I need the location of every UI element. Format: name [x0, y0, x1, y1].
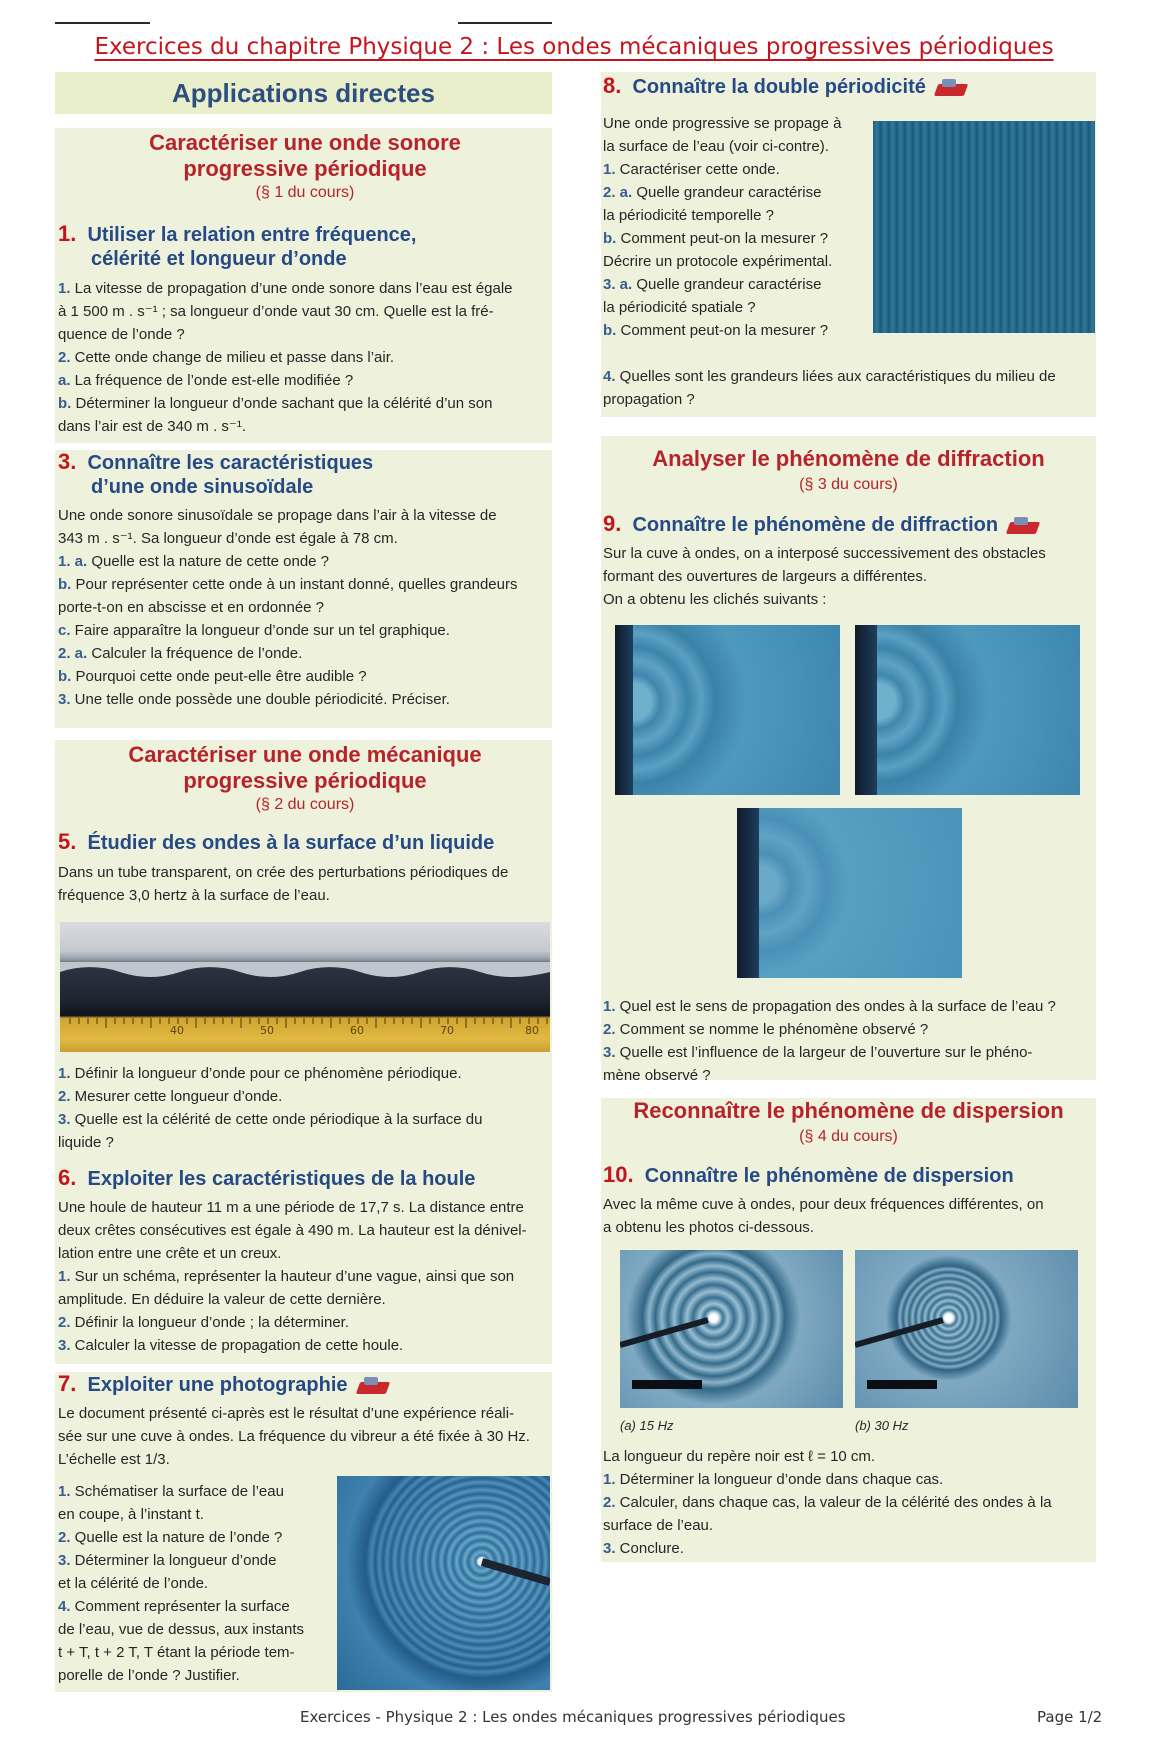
line-text: Une telle onde possède une double périodicité. Préciser.: [70, 691, 450, 708]
line-text: Définir la longueur d’onde pour ce phénomène périodique.: [70, 1065, 462, 1082]
line-text: Définir la longueur d’onde ; la déterminer.: [70, 1314, 350, 1331]
line-text: sée sur une cuve à ondes. La fréquence du vibreur a été fixée à 30 Hz.: [58, 1428, 530, 1445]
line-text: surface de l’eau.: [603, 1517, 714, 1534]
text-line: [58, 1448, 552, 1471]
item-number: 3.: [603, 1540, 616, 1557]
text-line: [58, 596, 552, 619]
item-number: 2. a.: [58, 645, 88, 662]
section-subtitle: (§ 2 du cours): [255, 796, 355, 813]
line-text: Conclure.: [615, 1540, 684, 1557]
line-text: deux crêtes consécutives est égale à 490 m. La hauteur est la dénivel-: [58, 1222, 527, 1239]
exercise-title: Connaître le phénomène de dispersion: [644, 1165, 1014, 1187]
line-text: Quelle grandeur caractérise: [632, 276, 822, 293]
text-line: [58, 1311, 552, 1334]
exercise-number: 8.: [603, 73, 622, 98]
text-line: [603, 565, 1098, 588]
text-line: [603, 112, 873, 135]
ruler-ticks: [70, 1018, 547, 1028]
calculator-icon: [1004, 516, 1044, 536]
item-number: b.: [58, 576, 72, 593]
exercise-intro: [58, 861, 552, 907]
item-number: 4.: [603, 368, 616, 385]
line-text: Quelle est l’influence de la largeur de l’ouverture sur le phéno-: [615, 1044, 1033, 1061]
text-line: [603, 388, 1098, 411]
text-line: [603, 995, 1098, 1018]
line-text: La vitesse de propagation d’une onde sonore dans l’eau est égale: [70, 280, 513, 297]
section-title: Analyser le phénomène de diffraction: [652, 446, 1045, 471]
line-text: formant des ouvertures de largeurs a différentes.: [603, 568, 928, 585]
diffraction-photo-3: [737, 808, 962, 978]
item-number: 4.: [58, 1598, 71, 1615]
line-text: 343 m . s⁻¹. Sa longueur d’onde est égale à 78 cm.: [58, 530, 398, 547]
exercise-title: d’une onde sinusoïdale: [91, 476, 314, 498]
exercise-number: 5.: [58, 829, 77, 854]
item-number: 1.: [58, 1065, 71, 1082]
exercise-title: Connaître la double périodicité: [632, 76, 926, 98]
line-text: Sur un schéma, représenter la hauteur d’une vague, ainsi que son: [70, 1268, 515, 1285]
exercise-title: Étudier des ondes à la surface d’un liquide: [87, 832, 495, 854]
text-line: [58, 550, 552, 573]
text-line: [58, 1062, 552, 1085]
text-line: [603, 319, 873, 342]
dispersion-photo-b: [855, 1250, 1078, 1408]
text-line: [58, 665, 552, 688]
scale-bar: [632, 1380, 702, 1389]
text-line: [58, 1402, 552, 1425]
photo-caption-b: (b) 30 Hz: [855, 1418, 909, 1433]
ruler-label: 70: [440, 1024, 454, 1037]
item-number: 3.: [603, 1044, 616, 1061]
text-line: [603, 1514, 1098, 1537]
ripple-photo: [337, 1476, 550, 1690]
footer-text: Exercices - Physique 2 : Les ondes mécaniques progressives périodiques: [300, 1708, 846, 1726]
text-line: [58, 369, 552, 392]
diffraction-photo-2: [855, 625, 1080, 795]
text-line: [58, 884, 552, 907]
line-text: Une onde progressive se propage à: [603, 115, 842, 132]
line-text: Le document présenté ci-après est le résultat d’une expérience réali-: [58, 1405, 515, 1422]
vibrator-rod: [620, 1320, 708, 1345]
line-text: propagation ?: [603, 391, 695, 408]
exercise-title: Exploiter les caractéristiques de la houle: [87, 1168, 476, 1190]
line-text: Déterminer la longueur d’onde dans chaque cas.: [615, 1471, 944, 1488]
text-line: [58, 1595, 330, 1618]
line-text: fréquence 3,0 hertz à la surface de l’eau.: [58, 887, 330, 904]
text-line: [58, 1641, 330, 1664]
text-line: [603, 1064, 1098, 1087]
line-text: la périodicité temporelle ?: [603, 207, 774, 224]
text-line: [58, 392, 552, 415]
line-text: Dans un tube transparent, on crée des perturbations périodiques de: [58, 864, 509, 881]
item-number: 1.: [603, 161, 616, 178]
item-number: 1.: [603, 1471, 616, 1488]
text-line: [58, 1503, 330, 1526]
vibrator-rod: [855, 1320, 943, 1345]
text-line: [58, 300, 552, 323]
exercise-body: [58, 1480, 330, 1687]
line-text: t + T, t + 2 T, T étant la période tem-: [58, 1644, 295, 1661]
text-line: [603, 1018, 1098, 1041]
line-text: Décrire un protocole expérimental.: [603, 253, 833, 270]
dispersion-photo-a: [620, 1250, 843, 1408]
section-title: Caractériser une onde sonore: [149, 130, 461, 155]
item-number: 3.: [58, 1111, 71, 1128]
exercise-body: [603, 995, 1098, 1087]
text-line: [603, 1445, 1098, 1468]
text-line: [58, 1288, 552, 1311]
line-text: a obtenu les photos ci-dessous.: [603, 1219, 814, 1236]
text-line: [58, 1108, 552, 1131]
text-line: [603, 204, 873, 227]
item-number: b.: [58, 668, 72, 685]
section-subtitle: (§ 4 du cours): [799, 1128, 898, 1145]
item-number: 1.: [58, 280, 71, 297]
line-text: la périodicité spatiale ?: [603, 299, 756, 316]
exercise-number: 1.: [58, 221, 77, 246]
text-line: [58, 415, 552, 438]
exercise-body: [603, 1445, 1098, 1560]
item-number: 3.: [58, 1337, 71, 1354]
section-title: Caractériser une onde mécanique: [128, 742, 482, 767]
text-line: [603, 1468, 1098, 1491]
band-rule-right: [458, 22, 552, 24]
line-text: porte-t-on en abscisse et en ordonnée ?: [58, 599, 325, 616]
text-line: [58, 573, 552, 596]
text-line: [58, 1480, 330, 1503]
item-number: 1. a.: [58, 553, 88, 570]
item-number: 2. a.: [603, 184, 633, 201]
exercise-number: 6.: [58, 1165, 77, 1190]
band-title: Applications directes: [172, 78, 435, 108]
text-line: [603, 158, 873, 181]
exercise-body: [603, 112, 873, 342]
line-text: liquide ?: [58, 1134, 114, 1151]
text-line: [603, 227, 873, 250]
text-line: [603, 296, 873, 319]
exercise-title: Utiliser la relation entre fréquence,: [87, 224, 417, 246]
line-text: L’échelle est 1/3.: [58, 1451, 170, 1468]
scale-bar: [867, 1380, 937, 1389]
exercise-title: Connaître les caractéristiques: [87, 452, 374, 474]
ruler-label: 50: [260, 1024, 274, 1037]
obstacle-bar: [855, 625, 877, 795]
section-title: Reconnaître le phénomène de dispersion: [633, 1098, 1064, 1123]
item-number: 1.: [603, 998, 616, 1015]
line-text: Comment se nomme le phénomène observé ?: [615, 1021, 929, 1038]
item-number: 3.: [58, 691, 71, 708]
line-text: Déterminer la longueur d’onde: [70, 1552, 277, 1569]
line-text: Cette onde change de milieu et passe dans l’air.: [70, 349, 395, 366]
exercise-title: Connaître le phénomène de diffraction: [632, 514, 999, 536]
line-text: Une houle de hauteur 11 m a une période de 17,7 s. La distance entre: [58, 1199, 524, 1216]
text-line: [58, 1572, 330, 1595]
text-line: [58, 1618, 330, 1641]
line-text: Avec la même cuve à ondes, pour deux fréquences différentes, on: [603, 1196, 1044, 1213]
line-text: de l’eau, vue de dessus, aux instants: [58, 1621, 304, 1638]
exercise-body: [58, 1196, 552, 1357]
line-text: quence de l’onde ?: [58, 326, 185, 343]
line-text: en coupe, à l’instant t.: [58, 1506, 204, 1523]
exercise-number: 9.: [603, 511, 622, 536]
item-number: 2.: [58, 1529, 71, 1546]
line-text: Comment représenter la surface: [70, 1598, 290, 1615]
text-line: [58, 1219, 552, 1242]
text-line: [58, 1549, 330, 1572]
line-text: Pour représenter cette onde à un instant donné, quelles grandeurs: [71, 576, 518, 593]
text-line: [603, 1216, 1098, 1239]
text-line: [603, 273, 873, 296]
line-text: Quelle est la nature de cette onde ?: [87, 553, 330, 570]
text-line: [603, 135, 873, 158]
page-number: Page 1/2: [1037, 1708, 1103, 1726]
text-line: [58, 323, 552, 346]
text-line: [603, 588, 1098, 611]
text-line: [603, 181, 873, 204]
line-text: Schématiser la surface de l’eau: [70, 1483, 284, 1500]
line-text: Calculer la vitesse de propagation de cette houle.: [70, 1337, 404, 1354]
text-line: [58, 1196, 552, 1219]
line-text: Calculer, dans chaque cas, la valeur de la célérité des ondes à la: [615, 1494, 1052, 1511]
text-line: [58, 1526, 330, 1549]
text-line: [603, 1041, 1098, 1064]
text-line: [603, 1491, 1098, 1514]
ruler-label: 60: [350, 1024, 364, 1037]
line-text: Quelles sont les grandeurs liées aux caractéristiques du milieu de: [615, 368, 1056, 385]
line-text: mène observé ?: [603, 1067, 711, 1084]
calculator-icon: [932, 78, 972, 98]
line-text: Calculer la fréquence de l’onde.: [87, 645, 303, 662]
text-line: [58, 642, 552, 665]
exercise-intro: [603, 542, 1098, 611]
item-number: 2.: [603, 1494, 616, 1511]
text-line: [58, 1334, 552, 1357]
line-text: Caractériser cette onde.: [615, 161, 780, 178]
water-wave: [60, 962, 550, 977]
text-line: [58, 346, 552, 369]
text-line: [58, 1425, 552, 1448]
wave-surface-photo: [873, 121, 1095, 333]
ruler-label: 80: [525, 1024, 539, 1037]
text-line: [603, 1193, 1098, 1216]
exercise-body: [58, 1062, 552, 1154]
line-text: On a obtenu les clichés suivants :: [603, 591, 827, 608]
section-title: progressive périodique: [183, 156, 427, 181]
text-line: [603, 365, 1098, 388]
line-text: Comment peut-on la mesurer ?: [616, 322, 829, 339]
item-number: 2.: [603, 1021, 616, 1038]
line-text: Déterminer la longueur d’onde sachant que la célérité d’un son: [71, 395, 493, 412]
line-text: Pourquoi cette onde peut-elle être audible ?: [71, 668, 367, 685]
item-number: 2.: [58, 1088, 71, 1105]
text-line: [58, 277, 552, 300]
line-text: la surface de l’eau (voir ci-contre).: [603, 138, 829, 155]
text-line: [603, 1537, 1098, 1560]
item-number: 1.: [58, 1268, 71, 1285]
item-number: b.: [58, 395, 72, 412]
line-text: La longueur du repère noir est ℓ = 10 cm.: [603, 1448, 876, 1465]
line-text: à 1 500 m . s⁻¹ ; sa longueur d’onde vaut 30 cm. Quelle est la fré-: [58, 303, 494, 320]
text-line: [58, 688, 552, 711]
line-text: Comment peut-on la mesurer ?: [616, 230, 829, 247]
exercise-number: 10.: [603, 1162, 634, 1187]
exercise-body: [603, 365, 1098, 411]
item-number: 1.: [58, 1483, 71, 1500]
line-text: Quelle est la nature de l’onde ?: [70, 1529, 283, 1546]
exercise-intro: [603, 1193, 1098, 1239]
line-text: lation entre une crête et un creux.: [58, 1245, 282, 1262]
text-line: [58, 504, 552, 527]
item-number: b.: [603, 230, 617, 247]
line-text: Mesurer cette longueur d’onde.: [70, 1088, 283, 1105]
text-line: [58, 527, 552, 550]
exercise-body: [58, 277, 552, 438]
obstacle-bar: [737, 808, 759, 978]
obstacle-bar: [615, 625, 633, 795]
exercise-number: 3.: [58, 449, 77, 474]
text-line: [603, 542, 1098, 565]
line-text: Une onde sonore sinusoïdale se propage dans l’air à la vitesse de: [58, 507, 497, 524]
text-line: [58, 1131, 552, 1154]
calculator-icon: [354, 1376, 394, 1396]
page-header: Exercices du chapitre Physique 2 : Les ondes mécaniques progressives périodiques: [94, 34, 1054, 60]
ruler-label: 40: [170, 1024, 184, 1037]
text-line: [58, 1242, 552, 1265]
item-number: 3. a.: [603, 276, 633, 293]
band-rule-left: [55, 22, 150, 24]
line-text: Sur la cuve à ondes, on a interposé successivement des obstacles: [603, 545, 1046, 562]
exercise-body: [58, 504, 552, 711]
line-text: porelle de l’onde ? Justifier.: [58, 1667, 240, 1684]
text-line: [58, 861, 552, 884]
line-text: Faire apparaître la longueur d’onde sur un tel graphique.: [70, 622, 450, 639]
exercise-title: Exploiter une photographie: [87, 1374, 348, 1396]
line-text: et la célérité de l’onde.: [58, 1575, 209, 1592]
exercise-intro: [58, 1402, 552, 1471]
section-title: progressive périodique: [183, 768, 427, 793]
text-line: [603, 250, 873, 273]
section-subtitle: (§ 3 du cours): [799, 476, 898, 493]
text-line: [58, 1265, 552, 1288]
line-text: Quelle grandeur caractérise: [632, 184, 822, 201]
section-subtitle: (§ 1 du cours): [255, 184, 355, 201]
text-line: [58, 619, 552, 642]
exercise-title: célérité et longueur d’onde: [91, 248, 347, 270]
item-number: 2.: [58, 1314, 71, 1331]
line-text: dans l’air est de 340 m . s⁻¹.: [58, 418, 246, 435]
item-number: b.: [603, 322, 617, 339]
item-number: 3.: [58, 1552, 71, 1569]
tube-photo: [60, 922, 550, 1052]
item-number: c.: [58, 622, 71, 639]
exercise-number: 7.: [58, 1371, 77, 1396]
diffraction-photo-1: [615, 625, 840, 795]
item-number: 2.: [58, 349, 71, 366]
text-line: [58, 1664, 330, 1687]
vibrator-rod: [482, 1562, 550, 1582]
line-text: Quelle est la célérité de cette onde périodique à la surface du: [70, 1111, 483, 1128]
line-text: amplitude. En déduire la valeur de cette dernière.: [58, 1291, 386, 1308]
item-number: a.: [58, 372, 71, 389]
photo-caption-a: (a) 15 Hz: [620, 1418, 674, 1433]
text-line: [58, 1085, 552, 1108]
line-text: Quel est le sens de propagation des ondes à la surface de l’eau ?: [615, 998, 1056, 1015]
line-text: La fréquence de l’onde est-elle modifiée ?: [70, 372, 354, 389]
